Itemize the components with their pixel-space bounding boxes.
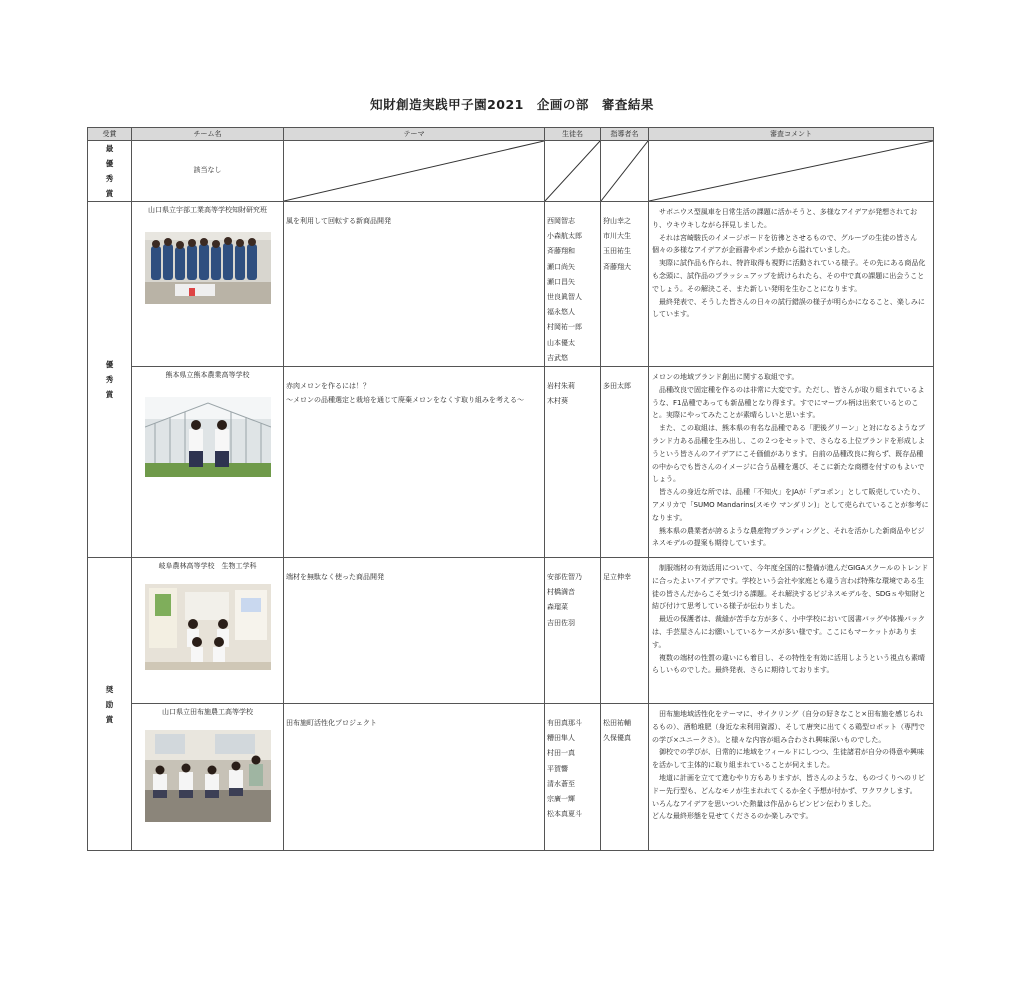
team-name: 山口県立宇部工業高等学校知財研究班 [148, 206, 267, 214]
header-advisors: 指導者名 [601, 128, 649, 141]
students-cell: 西岡智志 小森航太郎 斉藤翔和 瀬口尚矢 瀬口昌矢 世良眞智人 福永悠人 村岡祐一郎 山本優太 吉武悠 [545, 202, 601, 367]
header-comment: 審査コメント [649, 128, 934, 141]
table-row [88, 704, 934, 851]
students-cell: 岩村朱莉 木村葵 [545, 367, 601, 558]
advisors-cell: 松田祐輔 久保優真 [601, 704, 649, 851]
header-award: 受賞 [88, 128, 132, 141]
team-cell [132, 202, 284, 367]
advisors-cell: 狩山幸之 市川大生 玉田祐生 斉藤翔大 [601, 202, 649, 367]
header-team: チーム名 [132, 128, 284, 141]
table-row [88, 141, 934, 202]
table-row [88, 202, 934, 367]
team-photo-gifu [145, 584, 271, 670]
header-row [88, 128, 934, 141]
theme-cell: 田布施町活性化プロジェクト [284, 704, 545, 851]
comment-cell: メロンの地域ブランド創出に関する取組です。 品種改良で固定種を作るのは非常に大変です。ただし、皆さんが取り組まれているような、F1品種であっても新品種となり得ます。すでにマーブル柄は出来ているとのこと。実際にやってみたことが素晴らしいと思います。 また、この取組は、熊本県の有名な品種である「肥後グリーン」と対になるようなブランド力ある品種を生み出し、この２つをセットで、さらなる上位ブランドを形成しようという皆さんのアイデアにこそ価値があります。自前の品種改良に拘らず、既存品種の中からでも皆さんのイメージに合う品種を選び、そこに新たな商標を付すのもよいでしょう。 皆さんの身近な所では、品種「不知火」をJAが「デコポン」として販売していたり、アメリカで「SUMO Mandarins(スモウ マンダリン)」として売られていることが参考になります。 熊本県の農業者が誇るような農産物ブランディングと、それを活かした新商品やビジネスモデルの提案も期待しています。 [649, 367, 934, 558]
advisors-cell: 足立伸幸 [601, 558, 649, 704]
empty-slash-cell [601, 141, 649, 202]
team-cell [132, 704, 284, 851]
team-cell [132, 558, 284, 704]
theme-cell: 赤肉メロンを作るには！？ ～メロンの品種選定と栽培を通じて廃棄メロンをなくす取り組みを考える～ [284, 367, 545, 558]
comment-cell: 制服端材の有効活用について、今年度全国的に整備が進んだGIGAスクールのトレンドに合ったよいアイデアです。学校という会社や家庭とも違う言わば特殊な環境である生徒の皆さんだからこそ気づける課題。それ解決するビジネスモデルを、SDGｓや知財と結び付けて思考している様子が伝わりました。 最近の保護者は、裁縫が苦手な方が多く、小中学校において図書バッグや体操バックは、手芸屋さんにお願いしているケースが多い様です。ここにもマーケットがあります。 複数の端材の性質の違いにも着目し、その特性を有効に活用しようという視点も素晴らしいものでした。最終発表、さらに期待しております。 [649, 558, 934, 704]
students-cell: 安部佐智乃 村橋満音 森瑠菜 吉田佐羽 [545, 558, 601, 704]
team-cell [132, 367, 284, 558]
table-row [88, 558, 934, 704]
page-title: 知財創造実践甲子園2021 企画の部 審査結果 [370, 97, 654, 112]
empty-slash-cell [284, 141, 545, 202]
empty-slash-cell [545, 141, 601, 202]
empty-slash-cell [649, 141, 934, 202]
header-students: 生徒名 [545, 128, 601, 141]
theme-cell: 風を利用して回転する新商品開発 [284, 202, 545, 367]
award-encouragement: 奨 励 賞 [88, 558, 132, 851]
team-photo-kumamoto [145, 397, 271, 477]
team-photo-ube [145, 232, 271, 304]
team-photo-tabuse [145, 730, 271, 822]
theme-cell: 端材を無駄なく使った商品開発 [284, 558, 545, 704]
table-row [88, 367, 934, 558]
team-name: 岐阜農林高等学校 生物工学科 [158, 562, 257, 571]
team-name: 山口県立田布施農工高等学校 [162, 708, 253, 717]
results-table [87, 127, 933, 851]
comment-cell: 田布施地域活性化をテーマに、サイクリング（自分の好きなこと×田布施を感じられるもの）、酒粕堆肥（身近な未利用資源）、そして唐突に出てくる鶏型ロボット（専門での学び×ユニークさ）。と様々な内容が組み合わされ興味深いものでした。 御校での学びが、日常的に地域をフィールドにしつつ、生徒諸君が自分の得意や興味を活かして主体的に取り組まれていることが伺えました。 地道に計画を立てて進むやり方もありますが、皆さんのような、ものづくりへのリビドー先行型も、どんなモノが生まれれてくるか全く予想が付かず、ワクワクします。 いろんなアイデアを思いついた熱量は作品からビンビン伝わりました。 どんな最終形態を見せてくださるのか楽しみです。 [649, 704, 934, 851]
advisors-cell: 多田太郎 [601, 367, 649, 558]
team-none: 該当なし [132, 141, 284, 202]
students-cell: 有田真那斗 糟田隼人 村田一真 平賀響 清水蒼至 宗廣一輝 松本真夏斗 [545, 704, 601, 851]
header-theme: テーマ [284, 128, 545, 141]
award-grand-prize: 最 優 秀 賞 [88, 141, 132, 202]
team-name: 熊本県立熊本農業高等学校 [165, 371, 250, 380]
award-excellence: 優 秀 賞 [88, 202, 132, 558]
comment-cell: サボニウス型風車を日常生活の課題に活かそうと、多様なアイデアが発想されており、ウキウキしながら拝見しました。 それは宮崎駿氏のイメージボードを彷彿とさせるもので、グループの生徒の皆さん個々の多様なアイデアが企画書やポンチ絵から溢れていました。 実際に試作品も作られ、特許取得も視野に活動されている様子。その先にある商品化も念頭に、試作品のブラッシュアップを続けられたら、その中で真の課題に出会うことでしょう。その解決こそ、また新しい発明を生むことになります。 最終発表で、そうした皆さんの日々の試行錯誤の様子が明らかになること、楽しみにしています。 [649, 202, 934, 367]
